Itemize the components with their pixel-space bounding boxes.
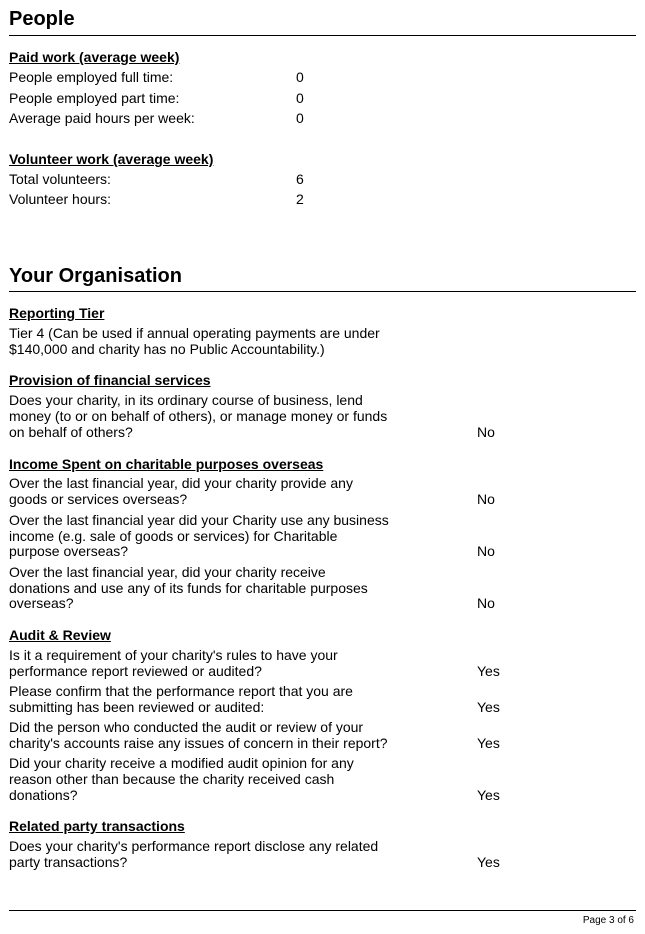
organisation-heading: Your Organisation — [9, 265, 182, 287]
volunteer-work-heading: Volunteer work (average week) — [9, 151, 214, 167]
overseas-q2-answer: No — [477, 543, 495, 559]
audit-q4-line-3: donations? — [9, 787, 78, 803]
overseas-q3-line-1: Over the last financial year, did your charity receive — [9, 564, 326, 580]
overseas-q3-line-2: donations and use any of its funds for charitable purposes — [9, 580, 368, 596]
paid-hours-label: Average paid hours per week: — [9, 110, 195, 126]
related-q1-answer: Yes — [477, 854, 500, 870]
part-time-value: 0 — [296, 90, 304, 106]
paid-work-heading: Paid work (average week) — [9, 49, 180, 65]
overseas-q1-line-2: goods or services overseas? — [9, 491, 188, 507]
total-volunteers-label: Total volunteers: — [9, 171, 111, 187]
related-q1-line-2: party transactions? — [9, 854, 128, 870]
volunteer-hours-label: Volunteer hours: — [9, 191, 111, 207]
reporting-tier-line-1: Tier 4 (Can be used if annual operating payments are under — [9, 325, 380, 341]
audit-q1-answer: Yes — [477, 663, 500, 679]
part-time-label: People employed part time: — [9, 90, 180, 106]
reporting-tier-line-2: $140,000 and charity has no Public Accountability.) — [9, 341, 325, 357]
audit-review-heading: Audit & Review — [9, 627, 111, 643]
audit-q3-line-1: Did the person who conducted the audit or review of your — [9, 719, 364, 735]
audit-q3-answer: Yes — [477, 735, 500, 751]
total-volunteers-value: 6 — [296, 171, 304, 187]
overseas-q3-line-3: overseas? — [9, 595, 74, 611]
related-party-heading: Related party transactions — [9, 818, 185, 834]
audit-q4-line-2: reason other than because the charity received cash — [9, 771, 335, 787]
audit-q2-answer: Yes — [477, 699, 500, 715]
overseas-q1-answer: No — [477, 491, 495, 507]
financial-q1-line-3: on behalf of others? — [9, 424, 133, 440]
audit-q2-line-2: submitting has been reviewed or audited: — [9, 699, 265, 715]
reporting-tier-heading: Reporting Tier — [9, 305, 105, 321]
overseas-q1-line-1: Over the last financial year, did your charity provide any — [9, 475, 353, 491]
paid-hours-value: 0 — [296, 110, 304, 126]
full-time-value: 0 — [296, 69, 304, 85]
financial-q1-line-2: money (to or on behalf of others), or manage money or funds — [9, 408, 388, 424]
related-q1-line-1: Does your charity's performance report disclose any related — [9, 838, 379, 854]
audit-q4-answer: Yes — [477, 787, 500, 803]
organisation-divider — [9, 291, 636, 292]
audit-q1-line-2: performance report reviewed or audited? — [9, 663, 262, 679]
volunteer-hours-value: 2 — [296, 191, 304, 207]
financial-q1-answer: No — [477, 424, 495, 440]
overseas-q2-line-3: purpose overseas? — [9, 543, 129, 559]
page-number: Page 3 of 6 — [582, 915, 634, 926]
audit-q4-line-1: Did your charity receive a modified audit opinion for any — [9, 755, 354, 771]
overseas-q2-line-2: income (e.g. sale of goods or services) for Charitable — [9, 528, 338, 544]
overseas-q2-line-1: Over the last financial year did your Charity use any business — [9, 512, 389, 528]
audit-q3-line-2: charity's accounts raise any issues of concern in their report? — [9, 735, 388, 751]
audit-q2-line-1: Please confirm that the performance report that you are — [9, 683, 353, 699]
footer-divider — [9, 910, 636, 911]
people-heading: People — [9, 8, 75, 30]
people-divider — [9, 35, 636, 36]
audit-q1-line-1: Is it a requirement of your charity's rules to have your — [9, 647, 338, 663]
full-time-label: People employed full time: — [9, 69, 174, 85]
financial-services-heading: Provision of financial services — [9, 372, 211, 388]
financial-q1-line-1: Does your charity, in its ordinary course of business, lend — [9, 392, 363, 408]
overseas-q3-answer: No — [477, 595, 495, 611]
overseas-heading: Income Spent on charitable purposes overseas — [9, 456, 324, 472]
